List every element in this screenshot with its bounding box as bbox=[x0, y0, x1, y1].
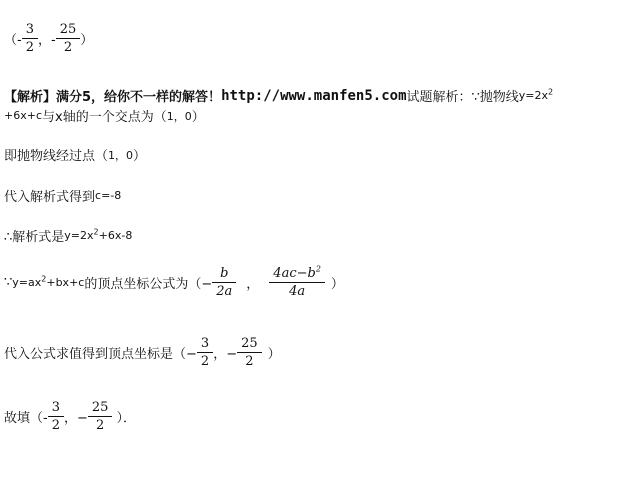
denominator: 2 bbox=[48, 416, 64, 433]
passes-line bbox=[4, 145, 146, 164]
denominator: 4a bbox=[269, 282, 325, 299]
intersection-text: 与x轴的一个交点为（ bbox=[42, 110, 167, 125]
fraction bbox=[90, 400, 111, 433]
formula-line bbox=[4, 226, 132, 245]
vertex-formula-line bbox=[4, 266, 344, 299]
numerator: 3 bbox=[200, 336, 210, 351]
close-paren: ）． bbox=[116, 411, 136, 426]
point-close: ） bbox=[133, 149, 147, 164]
result-text: 代入公式求值得到顶点坐标是（− bbox=[4, 347, 197, 362]
equation: $y=ax^2+bx+c$ bbox=[12, 274, 85, 289]
fraction bbox=[199, 336, 211, 369]
analysis-line-2 bbox=[4, 106, 205, 125]
separator: ，− bbox=[213, 347, 238, 362]
equation: $y=2x^2$ bbox=[518, 87, 554, 102]
numerator: 3 bbox=[51, 400, 60, 415]
numerator: 25 bbox=[91, 400, 109, 415]
equation: c=-8 bbox=[95, 189, 122, 202]
fraction bbox=[214, 266, 234, 299]
denominator: 2 bbox=[88, 416, 113, 433]
numerator: 25 bbox=[59, 22, 77, 37]
formula-text: ∴解析式是 bbox=[4, 230, 65, 245]
fraction bbox=[50, 400, 62, 433]
numerator: b bbox=[220, 266, 229, 281]
result-line bbox=[4, 336, 281, 369]
vertex-text: 的顶点坐标公式为（− bbox=[84, 277, 213, 292]
point-close: ） bbox=[191, 110, 205, 125]
passes-text: 即抛物线经过点（ bbox=[4, 149, 109, 164]
because-symbol: ∵ bbox=[4, 275, 13, 290]
equation-cont: +6x+c bbox=[4, 109, 42, 122]
close-paren: ） bbox=[267, 347, 281, 362]
analysis-line bbox=[4, 86, 553, 105]
numerator: $4ac-b^2$ bbox=[273, 264, 321, 281]
fraction bbox=[271, 266, 323, 299]
answer-close: ） bbox=[80, 33, 94, 48]
final-line bbox=[4, 400, 136, 433]
point: 1，0 bbox=[108, 148, 134, 162]
because-text: ∵抛物线 bbox=[471, 90, 519, 105]
fraction bbox=[24, 22, 36, 55]
denominator: 2 bbox=[197, 352, 213, 369]
separator: ，- bbox=[37, 33, 56, 48]
analysis-label: 试题解析： bbox=[406, 90, 472, 105]
numerator: 3 bbox=[25, 22, 34, 37]
answer-line bbox=[4, 22, 93, 55]
substitute-text: 代入解析式得到 bbox=[4, 190, 96, 205]
answer-open: （- bbox=[4, 33, 22, 48]
site-url: http://www.manfen5.com bbox=[221, 87, 407, 104]
denominator: 2a bbox=[212, 282, 236, 299]
numerator: 25 bbox=[241, 336, 258, 351]
substitute-line bbox=[4, 186, 121, 205]
promo-text: 满分5，给你不一样的解答！ bbox=[56, 90, 222, 105]
close-paren: ） bbox=[330, 277, 344, 292]
separator: ，− bbox=[63, 411, 88, 426]
separator: ， bbox=[246, 277, 260, 292]
point: 1，0 bbox=[166, 109, 192, 123]
fraction bbox=[239, 336, 260, 369]
fraction bbox=[58, 22, 79, 55]
equation: $y=2x^2+6x-8$ bbox=[64, 227, 133, 242]
denominator: 2 bbox=[56, 38, 81, 55]
denominator: 2 bbox=[237, 352, 262, 369]
denominator: 2 bbox=[22, 38, 38, 55]
final-text: 故填（- bbox=[4, 411, 48, 426]
analysis-bracket: 【解析】 bbox=[4, 90, 57, 105]
